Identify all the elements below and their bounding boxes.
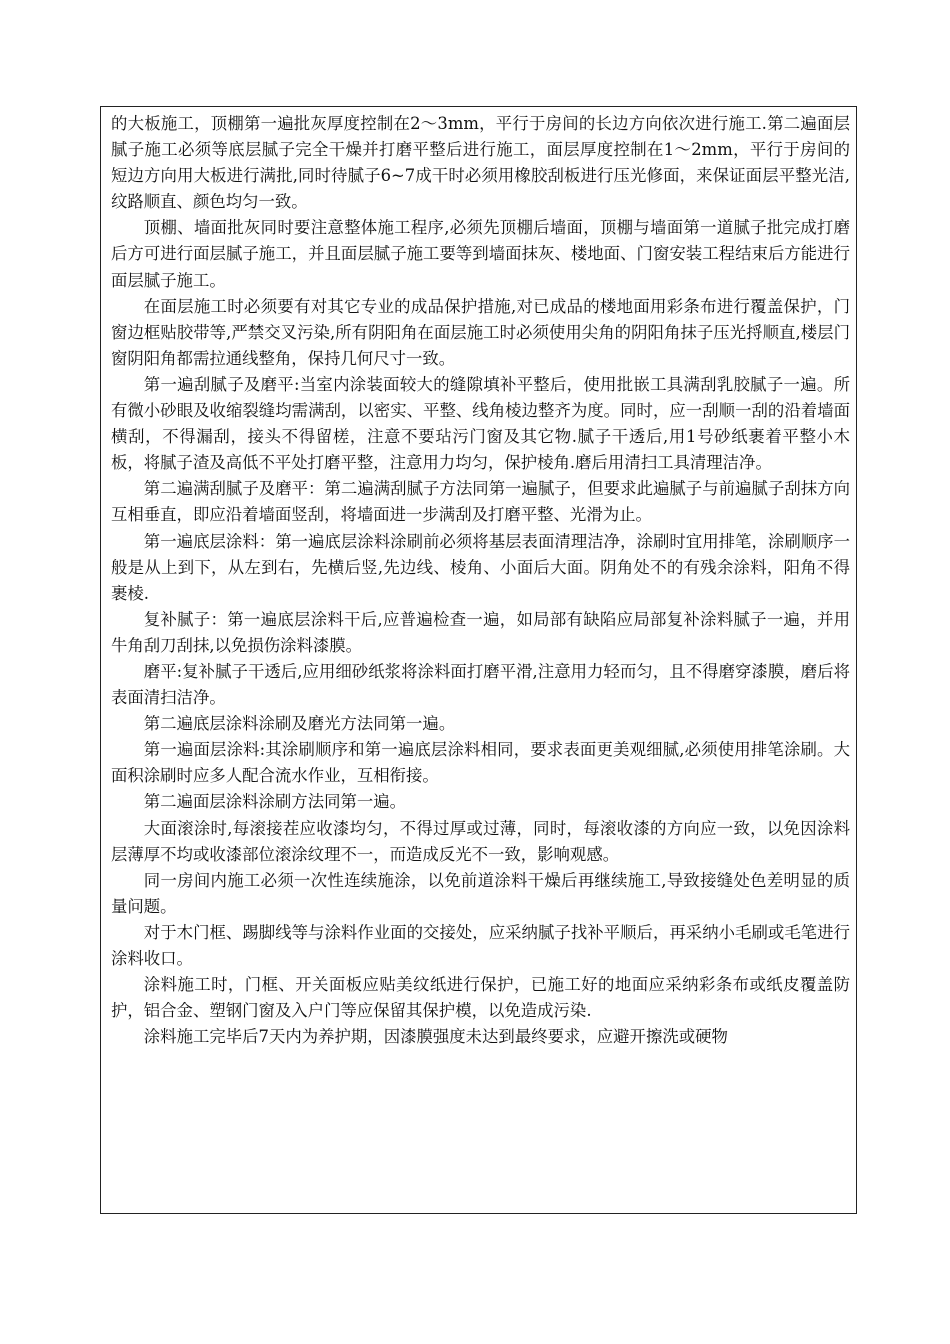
- paragraph: 顶棚、墙面批灰同时要注意整体施工程序,必须先顶棚后墙面，顶棚与墙面第一道腻子批完成打磨后方可进行面层腻子施工，并且面层腻子施工要等到墙面抹灰、楼地面、门窗安装工程结束后方能进行面层腻子施工。: [111, 218, 850, 290]
- paragraph: 复补腻子：第一遍底层涂料干后,应普遍检查一遍，如局部有缺陷应局部复补涂料腻子一遍，并用牛角刮刀刮抹,以免损伤涂料漆膜。: [111, 609, 850, 655]
- paragraph: 同一房间内施工必须一次性连续施涂，以免前道涂料干燥后再继续施工,导致接缝处色差明显的质量问题。: [111, 870, 850, 916]
- document-body: [111, 111, 850, 1050]
- paragraph: 对于木门框、踢脚线等与涂料作业面的交接处，应采纳腻子找补平顺后，再采纳小毛刷或毛笔进行涂料收口。: [111, 922, 850, 968]
- document-table-cell: [100, 106, 857, 1214]
- paragraph: 第一遍底层涂料：第一遍底层涂料涂刷前必须将基层表面清理洁净，涂刷时宜用排笔，涂刷顺序一般是从上到下，从左到右，先横后竖,先边线、棱角、小面后大面。阴角处不的有残余涂料，阳角不得裹棱.: [111, 531, 850, 603]
- paragraph: 的大板施工，顶棚第一遍批灰厚度控制在2～3mm，平行于房间的长边方向依次进行施工.第二遍面层腻子施工必须等底层腻子完全干燥并打磨平整后进行施工，面层厚度控制在1～2mm，平行于房间的短边方向用大板进行满批,同时待腻子6~7成干时必须用橡胶刮板进行压光修面，来保证面层平整光洁,纹路顺直、颜色均匀一致。: [111, 114, 850, 212]
- paragraph: 第一遍刮腻子及磨平:当室内涂装面较大的缝隙填补平整后，使用批嵌工具满刮乳胶腻子一遍。所有微小砂眼及收缩裂缝均需满刮，以密实、平整、线角棱边整齐为度。同时，应一刮顺一刮的沿着墙面横刮，不得漏刮，接头不得留槎，注意不要玷污门窗及其它物.腻子干透后,用1号砂纸裹着平整小木板，将腻子渣及高低不平处打磨平整，注意用力均匀，保护棱角.磨后用清扫工具清理洁净。: [111, 374, 850, 473]
- paragraph: 在面层施工时必须要有对其它专业的成品保护措施,对已成品的楼地面用彩条布进行覆盖保护，门窗边框贴胶带等,严禁交叉污染,所有阴阳角在面层施工时必须使用尖角的阴阳角抹子压光捋顺直,楼层门窗阴阳角都需拉通线整角，保持几何尺寸一致。: [111, 296, 850, 368]
- paragraph: 大面滚涂时,每滚接茬应收漆均匀，不得过厚或过薄，同时，每滚收漆的方向应一致，以免因涂料层薄厚不均或收漆部位滚涂纹理不一，而造成反光不一致，影响观感。: [111, 818, 850, 864]
- paragraph: 第二遍底层涂料涂刷及磨光方法同第一遍。: [143, 714, 456, 734]
- paragraph: 第二遍满刮腻子及磨平：第二遍满刮腻子方法同第一遍腻子，但要求此遍腻子与前遍腻子刮抹方向互相垂直，即应沿着墙面竖刮，将墙面进一步满刮及打磨平整、光滑为止。: [111, 479, 850, 525]
- paragraph: 涂料施工完毕后7天内为养护期，因漆膜强度未达到最终要求，应避开擦洗或硬物: [143, 1027, 728, 1047]
- paragraph: 第二遍面层涂料涂刷方法同第一遍。: [143, 792, 407, 812]
- paragraph: 第一遍面层涂料:其涂刷顺序和第一遍底层涂料相同，要求表面更美观细腻,必须使用排笔涂刷。大面积涂刷时应多人配合流水作业，互相衔接。: [111, 740, 850, 786]
- paragraph: 涂料施工时，门框、开关面板应贴美纹纸进行保护，已施工好的地面应采纳彩条布或纸皮覆盖防护，铝合金、塑钢门窗及入户门等应保留其保护模，以免造成污染.: [111, 975, 850, 1021]
- paragraph: 磨平:复补腻子干透后,应用细砂纸浆将涂料面打磨平滑,注意用力轻而匀，且不得磨穿漆膜，磨后将表面清扫洁净。: [111, 661, 850, 708]
